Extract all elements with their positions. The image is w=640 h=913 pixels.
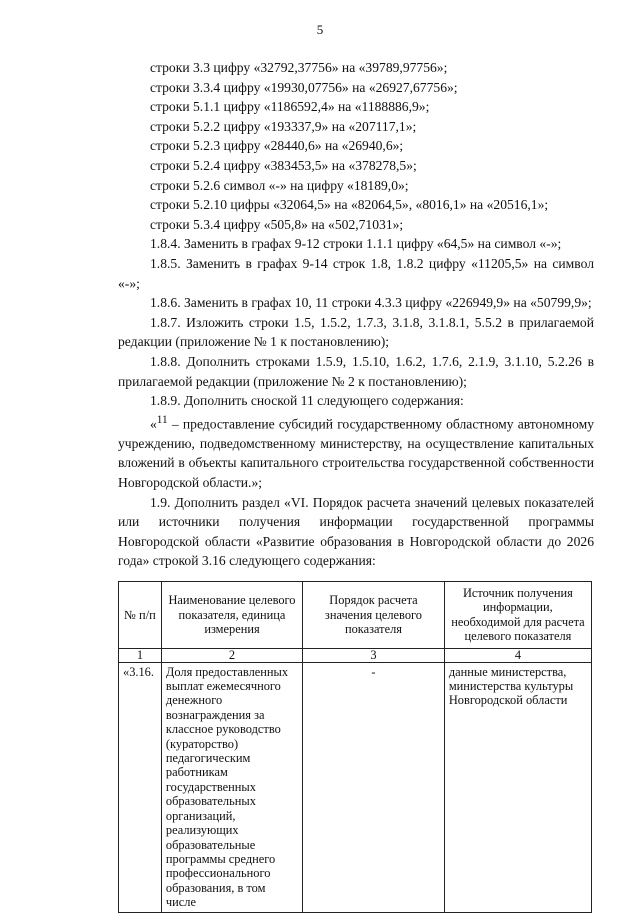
footnote-text: – предоставление субсидий государственному областному автономному учреждению, подведомственному министерству, на осуществление капитальных вложений в объекты капитального строительства государственной собственности Новгородской области.»;: [118, 416, 594, 490]
paragraph-1-8-6: 1.8.6. Заменить в графах 10, 11 строки 4.3.3 цифру «226949,9» на «50799,9»;: [150, 295, 592, 311]
list-item: строки 5.2.4 цифру «383453,5» на «378278,5»;: [150, 157, 417, 173]
indicator-table-wrap: [118, 581, 592, 913]
column-number: 1: [119, 648, 162, 662]
header-info-source: Источник получения информации, необходимой для расчета целевого показателя: [444, 582, 591, 649]
paragraph-1-8-4: 1.8.4. Заменить в графах 9-12 строки 1.1.1 цифру «64,5» на символ «-»;: [150, 236, 562, 252]
row-info-source: данные министерства, министерства культуры Новгородской области: [444, 662, 591, 912]
list-item: строки 5.2.2 цифру «193337,9» на «207117,1»;: [150, 118, 417, 134]
paragraph-1-8-8: 1.8.8. Дополнить строками 1.5.9, 1.5.10, 1.6.2, 1.7.6, 2.1.9, 3.1.10, 5.2.26 в прилагаемой редакции (приложение № 2 к постановлению);: [118, 353, 594, 389]
paragraph-1-8-5: 1.8.5. Заменить в графах 9-14 строк 1.8, 1.8.2 цифру «11205,5» на символ «-»;: [118, 255, 594, 291]
header-number: № п/п: [119, 582, 162, 649]
indicator-table: [118, 581, 592, 913]
footnote-mark: 11: [156, 413, 168, 426]
column-number: 3: [303, 648, 445, 662]
header-calculation-order: Порядок расчета значения целевого показателя: [303, 582, 445, 649]
paragraph-1-8-7: 1.8.7. Изложить строки 1.5, 1.5.2, 1.7.3, 3.1.8, 3.1.8.1, 5.5.2 в прилагаемой редакции (приложение № 1 к постановлению);: [118, 314, 594, 350]
list-item: строки 3.3.4 цифру «19930,07756» на «26927,67756»;: [150, 79, 458, 95]
footnote-open-quote: «: [150, 416, 157, 432]
list-item: строки 5.3.4 цифру «505,8» на «502,71031»;: [150, 216, 404, 232]
document-body: [118, 58, 594, 571]
paragraph-1-9: 1.9. Дополнить раздел «VI. Порядок расчета значений целевых показателей или источники получения информации государственной программы Новгородской области «Развитие образования в Новгородской области до 2026 года» строкой 3.16 следующего содержания:: [118, 494, 594, 569]
row-number: «3.16.: [119, 662, 162, 912]
column-number: 4: [444, 648, 591, 662]
list-item: строки 5.1.1 цифру «1186592,4» на «1188886,9»;: [150, 99, 430, 115]
row-calculation-order: -: [303, 662, 445, 912]
row-indicator-name: Доля предоставленных выплат ежемесячного денежного вознаграждения за классное руководство (кураторство) педагогическим работникам государственных образовательных организаций, реализующих образовательные программы среднего профессионального образования, в том числе: [161, 662, 302, 912]
list-item: строки 5.2.3 цифру «28440,6» на «26940,6»;: [150, 138, 404, 154]
footnote-paragraph: [118, 411, 594, 493]
list-item: строки 5.2.6 символ «-» на цифру «18189,0»;: [150, 177, 409, 193]
table-header-row: [119, 582, 592, 649]
column-number-row: [119, 648, 592, 662]
page-number: 5: [316, 22, 324, 37]
table-row: [119, 662, 592, 912]
list-item: строки 5.2.10 цифры «32064,5» на «82064,5», «8016,1» на «20516,1»;: [150, 197, 549, 213]
column-number: 2: [161, 648, 302, 662]
list-item: строки 3.3 цифру «32792,37756» на «39789,97756»;: [150, 60, 448, 75]
paragraph-1-8-9: 1.8.9. Дополнить сноской 11 следующего содержания:: [150, 393, 464, 409]
header-indicator-name: Наименование целевого показателя, единица измерения: [161, 582, 302, 649]
replacement-list: [118, 58, 594, 234]
